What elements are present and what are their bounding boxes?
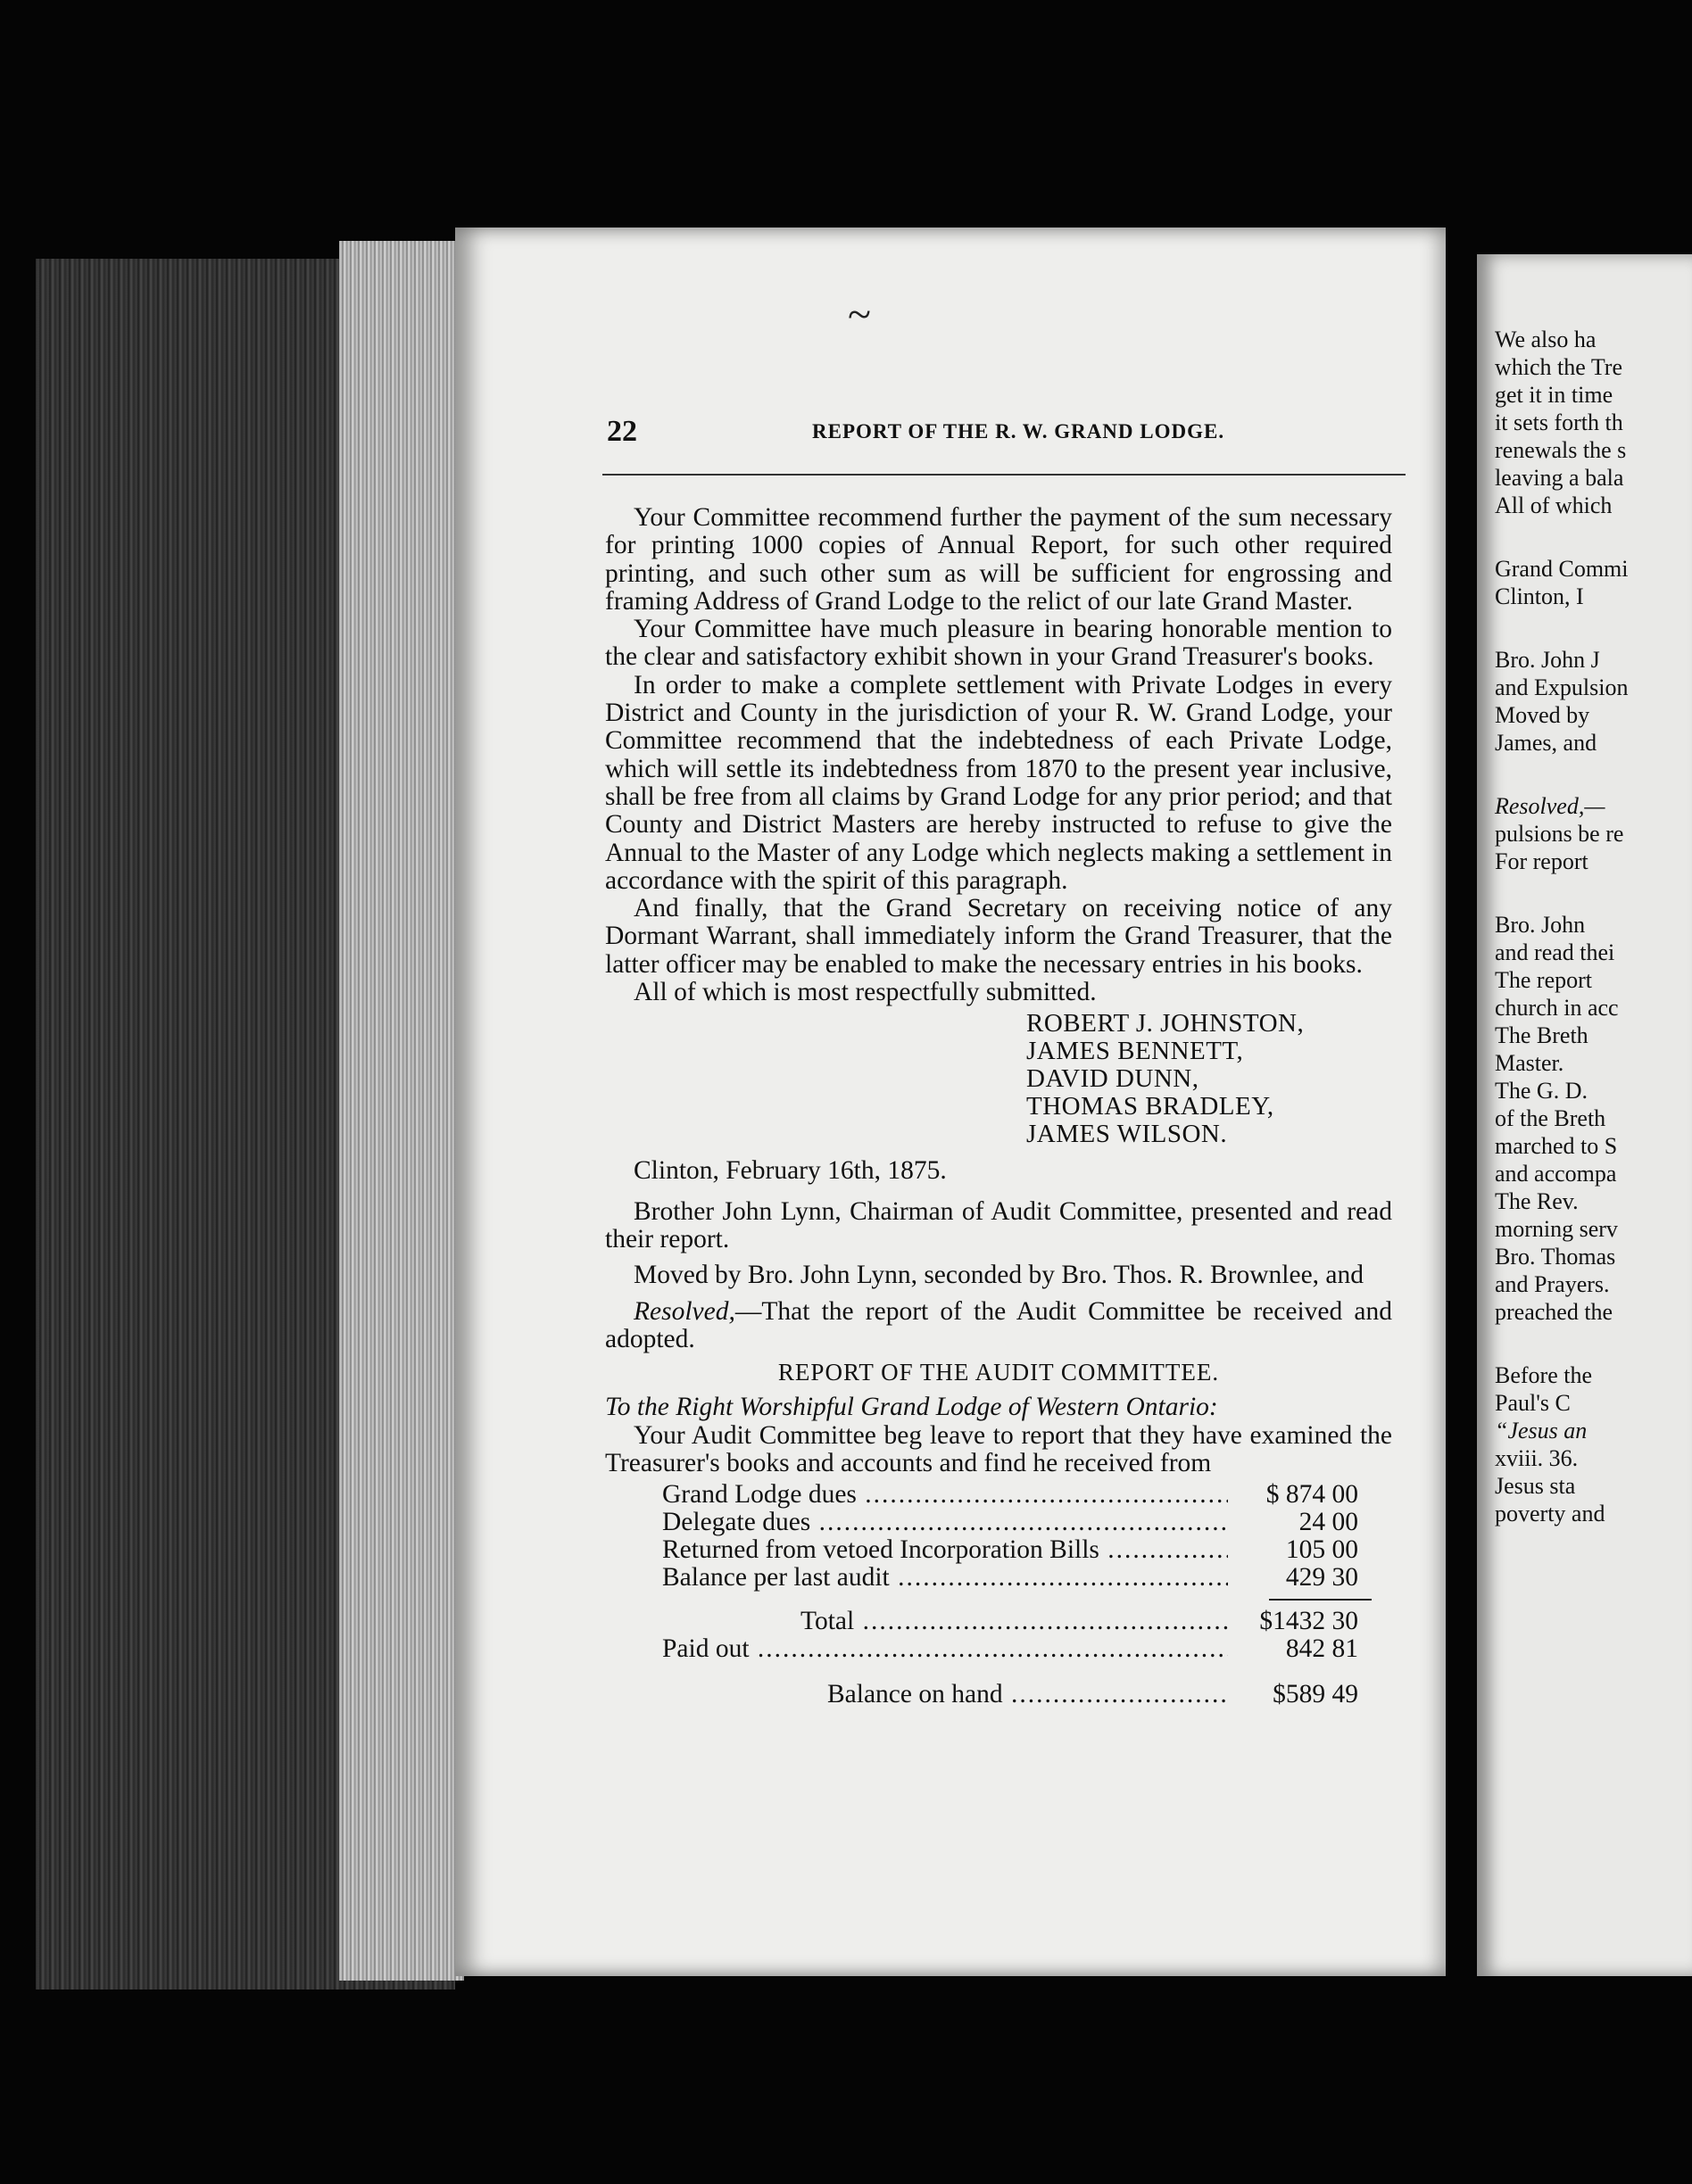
ledger-row (662, 1509, 1358, 1536)
right-page-line: Master. (1495, 1050, 1564, 1076)
right-page-line: Before the (1495, 1362, 1593, 1388)
ledger-label: Delegate dues ..... (662, 1509, 1228, 1536)
resolved-word: Resolved, (634, 1296, 735, 1326)
right-page-line: Bro. Thomas (1495, 1244, 1616, 1270)
paragraph: Your Committee recommend further the payment of the sum necessary for printing 1000 copies of Annual Report, for such other required printing, and such other sum as will be sufficient for engrossing and framing Address of Grand Lodge to the relict of our late Grand Master. (605, 503, 1392, 616)
running-head: REPORT OF THE R. W. GRAND LODGE. (812, 420, 1225, 443)
signer-name: THOMAS BRADLEY, (1026, 1092, 1274, 1121)
audit-intro: Your Audit Committee beg leave to report that they have examined the Treasurer's books and accounts and find he received from (605, 1420, 1392, 1478)
resolved-text: —That the report of the Audit Committee be received and adopted. (605, 1296, 1392, 1353)
paragraph: All of which is most respectfully submitted. (634, 978, 1097, 1007)
ledger-label: Returned from vetoed Incorporation Bills ..... (662, 1536, 1228, 1564)
right-page-line: Grand Commi (1495, 556, 1629, 582)
resolution (605, 1298, 1392, 1354)
ledger-row (662, 1481, 1358, 1509)
balance-label: Balance on hand ..... (662, 1681, 1228, 1708)
right-page-line (1495, 1326, 1692, 1361)
ledger-row (662, 1564, 1358, 1592)
place-date: Clinton, February 16th, 1875. (634, 1156, 947, 1186)
ledger-amount: 429 30 (1228, 1564, 1358, 1592)
right-page-line (1495, 610, 1692, 646)
right-page-line (1495, 875, 1692, 911)
signer-name: ROBERT J. JOHNSTON, (1026, 1009, 1305, 1038)
right-page-line (1495, 757, 1692, 792)
signers-list (1026, 1010, 1392, 1148)
balance-amount: $589 49 (1228, 1681, 1358, 1708)
right-page-line: pulsions be re (1495, 821, 1624, 847)
right-page-line: The G. D. (1495, 1078, 1588, 1104)
right-page-line: We also ha (1495, 327, 1597, 352)
right-page-line: Bro. John (1495, 912, 1586, 938)
right-page-line: Moved by (1495, 702, 1590, 728)
right-page-line: and accompa (1495, 1161, 1617, 1187)
right-page-line: which the Tre (1495, 354, 1622, 380)
ledger-balance-row (662, 1681, 1358, 1708)
total-amount: $1432 30 (1228, 1608, 1358, 1635)
right-page-line: get it in time (1495, 382, 1613, 408)
paid-out-amount: 842 81 (1228, 1635, 1358, 1663)
right-page-line: Bro. John J (1495, 647, 1600, 673)
left-page (455, 228, 1446, 1976)
paragraph: Moved by Bro. John Lynn, seconded by Bro. Thos. R. Brownlee, and (634, 1261, 1364, 1290)
body-text (605, 504, 1392, 1708)
right-page-line: and Prayers. (1495, 1271, 1610, 1297)
book-page-edges-light (339, 241, 464, 1981)
right-page-line: Paul's C (1495, 1390, 1571, 1416)
ledger-paid-row (662, 1635, 1358, 1663)
audit-ledger (662, 1481, 1358, 1708)
paragraph: And finally, that the Grand Secretary on receiving notice of any Dormant Warrant, shall immediately inform the Grand Treasurer, that the latter officer may be enabled to make the necessary entries in his books. (605, 894, 1392, 979)
page-number: 22 (607, 415, 637, 448)
right-page-line: The Rev. (1495, 1188, 1579, 1214)
ledger-label: Balance per last audit ..... (662, 1564, 1228, 1592)
right-page-line: preached the (1495, 1299, 1613, 1325)
paragraph: Brother John Lynn, Chairman of Audit Committee, presented and read their report. (605, 1196, 1392, 1253)
total-label: Total ..... (662, 1608, 1228, 1635)
right-page-line: Jesus sta (1495, 1473, 1576, 1499)
signer-name: JAMES BENNETT, (1026, 1037, 1244, 1066)
audit-heading: REPORT OF THE AUDIT COMMITTEE. (777, 1359, 1220, 1386)
right-page-line: morning serv (1495, 1216, 1618, 1242)
ledger-total-row (662, 1608, 1358, 1635)
right-page-line: The Breth (1495, 1022, 1588, 1048)
paid-out-label: Paid out ..... (662, 1635, 1228, 1663)
ledger-row (662, 1536, 1358, 1564)
right-page-line: Clinton, I (1495, 583, 1584, 609)
right-page-line: church in acc (1495, 995, 1619, 1021)
signer-name: JAMES WILSON. (1026, 1120, 1228, 1149)
right-page-line: James, and (1495, 730, 1597, 756)
right-page-text (1495, 326, 1692, 1527)
total-rule (1269, 1599, 1372, 1601)
right-page-line: and Expulsion (1495, 674, 1629, 700)
paragraph: Your Committee have much pleasure in bearing honorable mention to the clear and satisfactory exhibit shown in your Grand Treasurer's books. (605, 615, 1392, 672)
page-header (607, 415, 1365, 459)
paragraph: In order to make a complete settlement with Private Lodges in every District and County in the jurisdiction of your R. W. Grand Lodge, your Committee recommend that the indebtedness of each Private Lodge, which will settle its indebtedness from 1870 to the present year inclusive, shall be free from all claims by Grand Lodge for any prior period; and that County and District Masters are hereby instructed to refuse to give the Annual to the Master of any Lodge which neglects making a settlement in accordance with the spirit of this paragraph. (605, 670, 1392, 895)
right-page-line: poverty and (1495, 1501, 1605, 1526)
ledger-label: Grand Lodge dues ..... (662, 1481, 1228, 1509)
right-page-line: renewals the s (1495, 437, 1627, 463)
right-page-line: xviii. 36. (1495, 1445, 1579, 1471)
pencil-mark-icon: ~ (848, 291, 871, 338)
header-rule (602, 474, 1406, 476)
right-page-line: it sets forth th (1495, 410, 1623, 435)
right-page-line: marched to S (1495, 1133, 1618, 1159)
right-page-line: All of which (1495, 492, 1613, 518)
ledger-amount: $ 874 00 (1228, 1481, 1358, 1509)
right-page-line: of the Breth (1495, 1105, 1606, 1131)
right-page-line: Resolved,— (1495, 793, 1605, 819)
right-page-line: For report (1495, 848, 1588, 874)
right-page-fragment (1477, 254, 1692, 1976)
right-page-line: “Jesus an (1495, 1418, 1588, 1444)
right-page-line: leaving a bala (1495, 465, 1624, 491)
signer-name: DAVID DUNN, (1026, 1064, 1199, 1094)
ledger-amount: 105 00 (1228, 1536, 1358, 1564)
right-page-line (1495, 519, 1692, 555)
ledger-amount: 24 00 (1228, 1509, 1358, 1536)
right-page-line: The report (1495, 967, 1593, 993)
audit-address: To the Right Worshipful Grand Lodge of Western Ontario: (605, 1393, 1218, 1422)
right-page-line: and read thei (1495, 939, 1615, 965)
